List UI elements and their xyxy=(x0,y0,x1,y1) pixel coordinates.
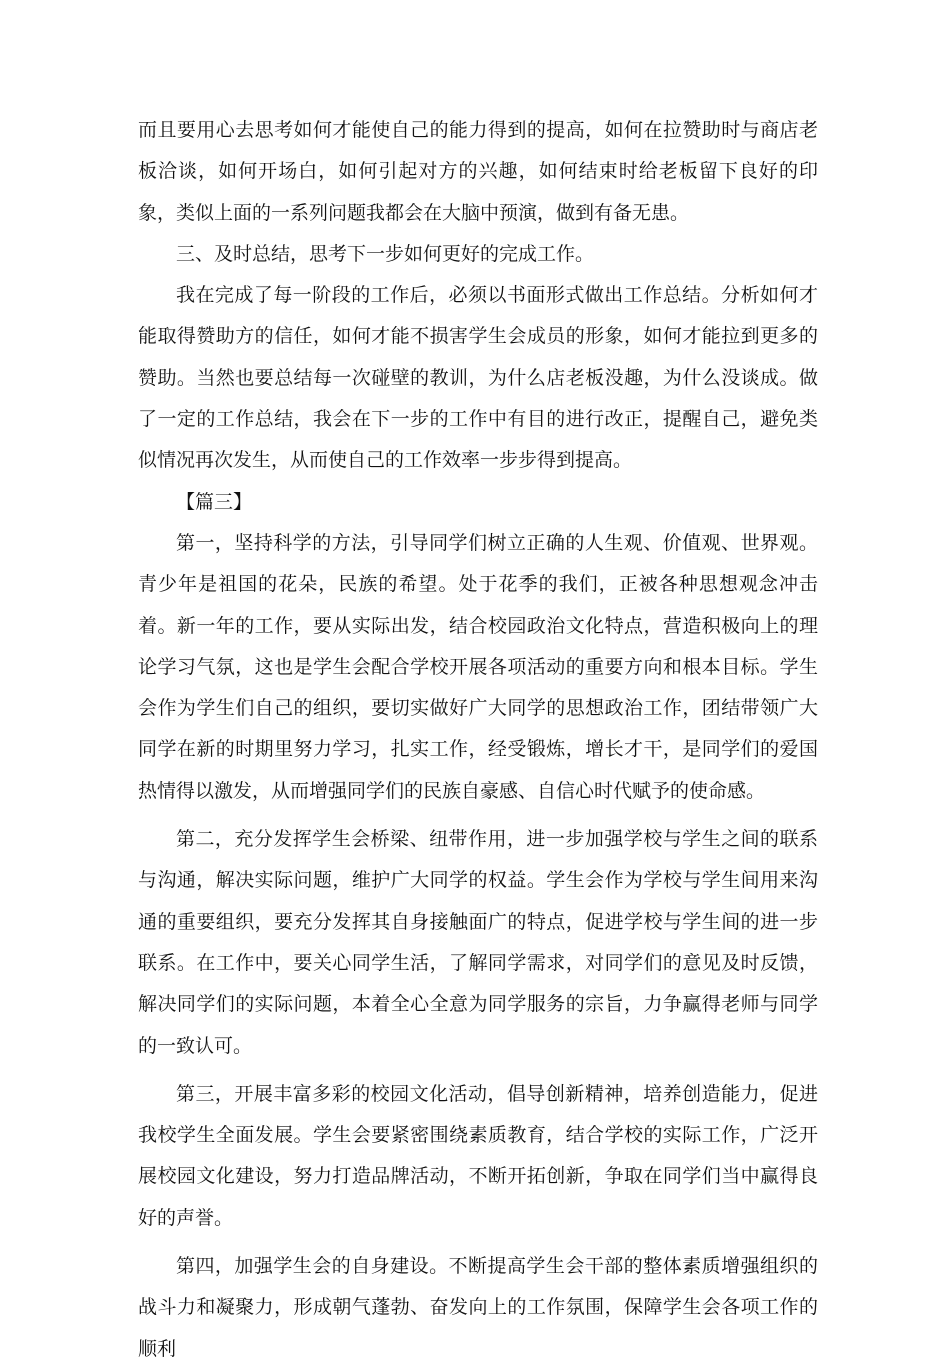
paragraph-fourth-point: 第四，加强学生会的自身建设。不断提高学生会干部的整体素质增强组织的战斗力和凝聚力，形成朝气蓬勃、奋发向上的工作氛围，保障学生会各项工作的顺利 xyxy=(138,1255,818,1360)
paragraph-first-point: 第一，坚持科学的方法，引导同学们树立正确的人生观、价值观、世界观。青少年是祖国的花朵，民族的希望。处于花季的我们，正被各种思想观念冲击着。新一年的工作，要从实际出发，结合校园政治文化特点，营造积极向上的理论学习气氛，这也是学生会配合学校开展各项活动的重要方向和根本目标。学生会作为学生们自己的组织，要切实做好广大同学的思想政治工作，团结带领广大同学在新的时期里努力学习，扎实工作，经受锻炼，增长才干，是同学们的爱国热情得以激发，从而增强同学们的民族自豪感、自信心时代赋予的使命感。 xyxy=(138,531,818,802)
document-body xyxy=(138,110,818,1370)
paragraph-second-point: 第二，充分发挥学生会桥梁、纽带作用，进一步加强学校与学生之间的联系与沟通，解决实际问题，维护广大同学的权益。学生会作为学校与学生间用来沟通的重要组织，要充分发挥其自身接触面广的特点，促进学校与学生间的进一步联系。在工作中，要关心同学生活，了解同学需求，对同学们的意见及时反馈，解决同学们的实际问题，本着全心全意为同学服务的宗旨，力争赢得老师与同学的一致认可。 xyxy=(138,828,818,1057)
paragraph-summary: 我在完成了每一阶段的工作后，必须以书面形式做出工作总结。分析如何才能取得赞助方的信任，如何才能不损害学生会成员的形象，如何才能拉到更多的赞助。当然也要总结每一次碰壁的教训，为什么店老板没趣，为什么没谈成。做了一定的工作总结，我会在下一步的工作中有目的进行改正，提醒自己，避免类似情况再次发生，从而使自己的工作效率一步步得到提高。 xyxy=(138,284,818,472)
section-heading-three: 三、及时总结，思考下一步如何更好的完成工作。 xyxy=(176,242,595,265)
chapter-heading-part-three: 【篇三】 xyxy=(176,490,253,513)
paragraph-continuation: 而且要用心去思考如何才能使自己的能力得到的提高，如何在拉赞助时与商店老板洽谈，如何开场白，如何引起对方的兴趣，如何结束时给老板留下良好的印象，类似上面的一系列问题我都会在大脑中预演，做到有备无患。 xyxy=(138,119,818,224)
paragraph-third-point: 第三，开展丰富多彩的校园文化活动，倡导创新精神，培养创造能力，促进我校学生全面发展。学生会要紧密围绕素质教育，结合学校的实际工作，广泛开展校园文化建设，努力打造品牌活动，不断开拓创新，争取在同学们当中赢得良好的声誉。 xyxy=(138,1082,818,1229)
